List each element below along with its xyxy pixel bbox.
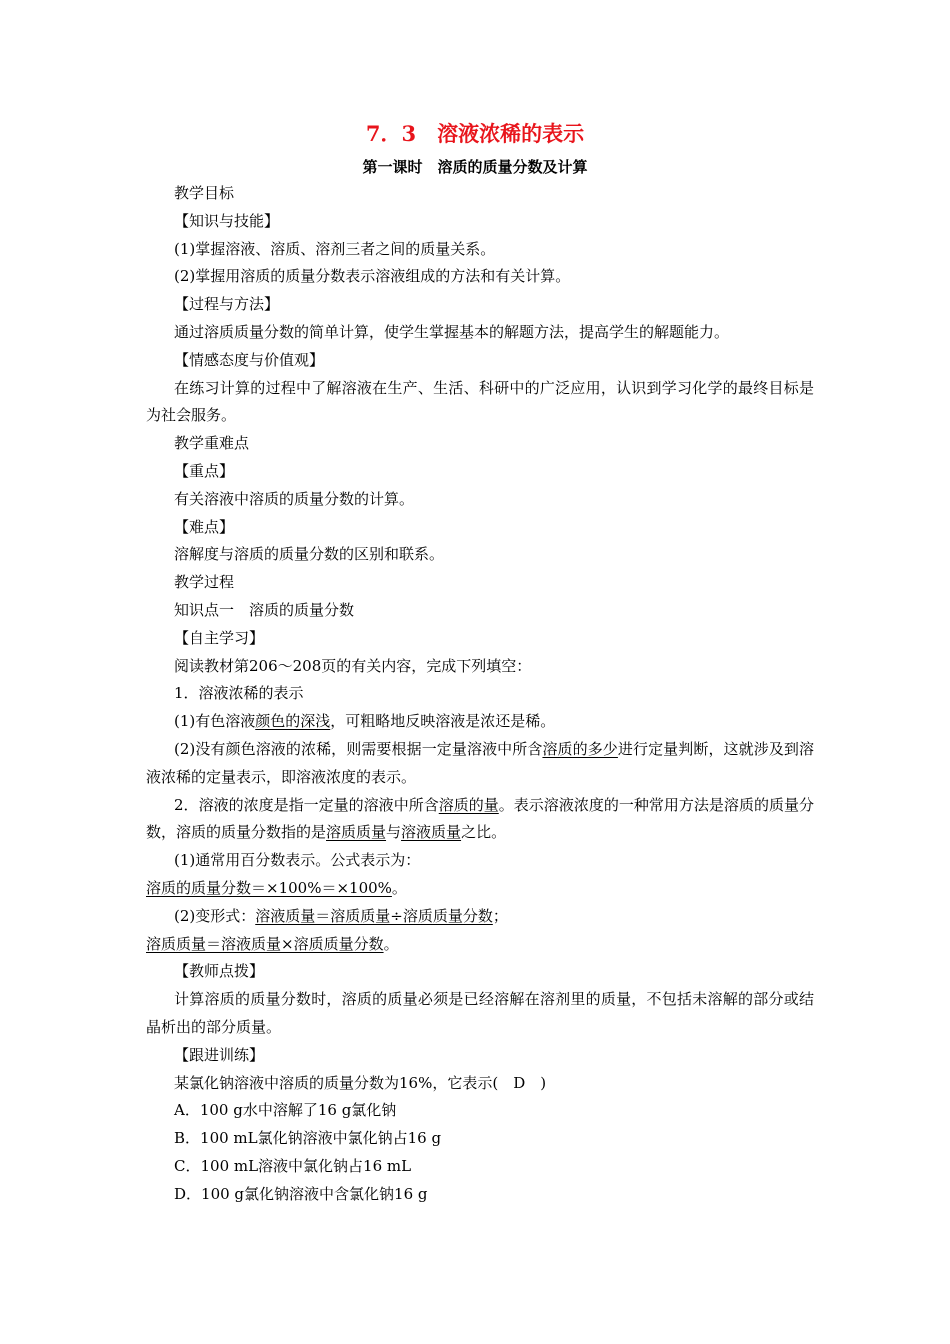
item-2-2-text-end: ； <box>492 906 508 925</box>
item-2-2-text: (2)变形式： <box>174 906 256 925</box>
teacher-text: 计算溶质的质量分数时，溶质的质量必须是已经溶解在溶剂里的质量，不包括未溶解的部分或结晶析出的部分质量。 <box>146 990 814 1036</box>
knowledge-point-1-heading: 知识点一 溶质的质量分数 <box>174 600 355 619</box>
read-instruction: 阅读教材第206～208页的有关内容，完成下列填空： <box>174 656 532 675</box>
item-1-1-text: (1)有色溶液 <box>174 712 256 731</box>
subheading-knowledge: 【知识与技能】 <box>174 211 280 230</box>
section-heading-process: 教学过程 <box>174 573 235 592</box>
item-1-2-answer: 溶质的多少 <box>542 739 618 758</box>
hard-text: 溶解度与溶质的质量分数的区别和联系。 <box>174 545 445 564</box>
subheading-emotion: 【情感态度与价值观】 <box>174 350 325 369</box>
item-1-1 <box>146 708 814 736</box>
formula-line <box>146 875 814 903</box>
item-2-answer-1: 溶质的量 <box>438 795 499 814</box>
knowledge-item-1: (1)掌握溶液、溶质、溶剂三者之间的质量关系。 <box>174 239 496 258</box>
subheading-hard: 【难点】 <box>174 517 235 536</box>
subheading-self-study: 【自主学习】 <box>174 628 265 647</box>
emotion-text: 在练习计算的过程中了解溶液在生产、生活、科研中的广泛应用，认识到学习化学的最终目标是为社会服务。 <box>146 378 814 425</box>
item-2-answer-3: 溶液质量 <box>401 823 462 842</box>
formula-answer: 溶质的质量分数＝×100%＝×100% <box>146 878 392 897</box>
page-subtitle: 第一课时 溶质的质量分数及计算 <box>362 158 588 176</box>
item-2-2-answer: 溶液质量＝溶质质量÷溶质质量分数 <box>255 906 493 925</box>
item-2-answer-2: 溶质质量 <box>326 823 387 842</box>
subheading-practice: 【跟进训练】 <box>174 1045 265 1064</box>
knowledge-item-2: (2)掌握用溶质的质量分数表示溶液组成的方法和有关计算。 <box>174 267 571 286</box>
item-1-2-text: (2)没有颜色溶液的浓稀，则需要根据一定量溶液中所含 <box>174 739 543 758</box>
subheading-key: 【重点】 <box>174 461 235 480</box>
item-2-text-3: 与 <box>386 823 402 842</box>
item-2-2-line2-answer: 溶质质量＝溶液质量×溶质质量分数 <box>146 934 384 953</box>
item-1-1-answer: 颜色的深浅 <box>255 712 331 731</box>
document-body <box>146 180 814 1208</box>
option-b: B．100 mL氯化钠溶液中氯化钠占16 g <box>174 1129 442 1148</box>
key-text: 有关溶液中溶质的质量分数的计算。 <box>174 489 415 508</box>
item-2-text-2: 。表示溶液浓度的一种常用方法是溶质的质量分数，溶质的质量分数指的是 <box>146 795 814 842</box>
option-d: D．100 g氯化钠溶液中含氯化钠16 g <box>174 1184 428 1203</box>
section-heading-difficulty: 教学重难点 <box>174 434 250 453</box>
process-text: 通过溶质质量分数的简单计算，使学生掌握基本的解题方法，提高学生的解题能力。 <box>174 322 730 341</box>
item-1-2 <box>146 736 814 792</box>
subheading-process: 【过程与方法】 <box>174 295 280 314</box>
option-a: A．100 g水中溶解了16 g氯化钠 <box>174 1101 397 1120</box>
option-c: C．100 mL溶液中氯化钠占16 mL <box>174 1156 412 1175</box>
item-1-1-text-end: ，可粗略地反映溶液是浓还是稀。 <box>330 712 556 731</box>
item-2-1: (1)通常用百分数表示。公式表示为： <box>174 851 421 870</box>
item-2-text: 2．溶液的浓度是指一定量的溶液中所含 <box>174 795 439 814</box>
item-2-2-line2 <box>146 931 814 959</box>
formula-end: 。 <box>391 878 407 897</box>
item-2 <box>146 792 814 848</box>
item-1-heading: 1．溶液浓稀的表示 <box>174 684 304 703</box>
item-2-2 <box>146 903 814 931</box>
item-2-text-4: 之比。 <box>461 823 507 842</box>
item-1-2-text-end: 进行定量判断，这就涉及到溶液浓稀的定量表示，即溶液浓度的表示。 <box>146 739 814 786</box>
practice-question: 某氯化钠溶液中溶质的质量分数为16%，它表示( D ) <box>174 1073 547 1092</box>
item-2-2-line2-end: 。 <box>383 934 399 953</box>
section-heading-goals: 教学目标 <box>174 184 235 202</box>
page-title: 7．3 溶液浓稀的表示 <box>365 121 585 146</box>
subheading-teacher: 【教师点拨】 <box>174 962 265 981</box>
